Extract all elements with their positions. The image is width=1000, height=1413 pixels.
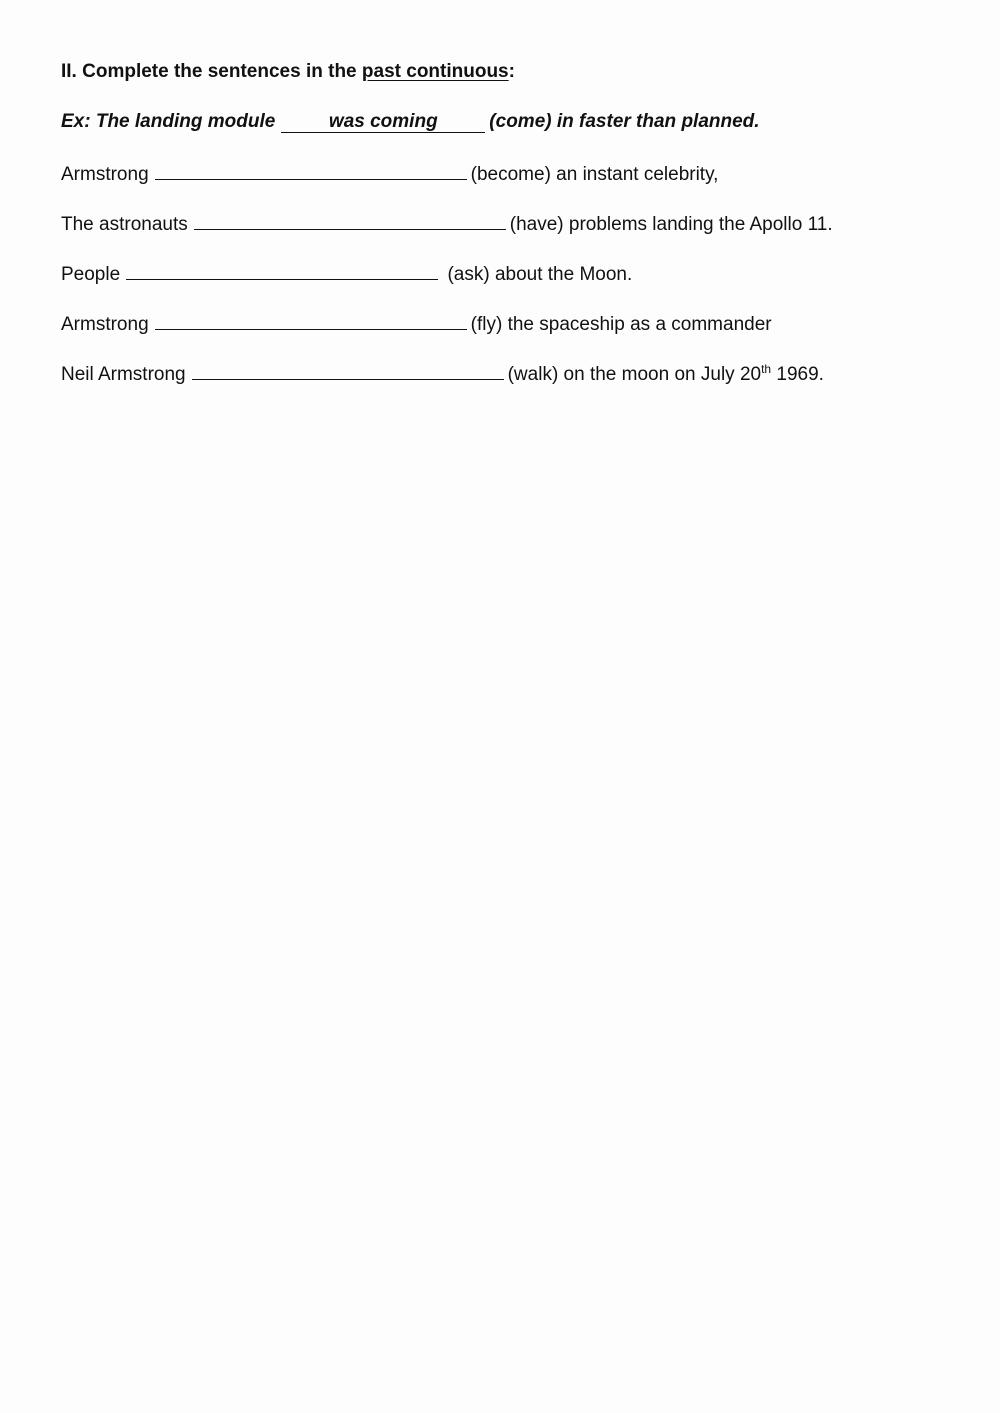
sentence-4-start: Armstrong bbox=[61, 314, 149, 335]
heading-underlined-term: past continuous bbox=[361, 61, 509, 82]
heading-prefix: II. Complete the sentences in the bbox=[61, 61, 362, 82]
sentence-2-start: The astronauts bbox=[61, 214, 188, 235]
sentence-3-rest: (ask) about the Moon. bbox=[442, 264, 633, 285]
sentence-1-start: Armstrong bbox=[61, 164, 149, 185]
sentence-2-rest: (have) problems landing the Apollo 11. bbox=[509, 214, 833, 235]
example-lead: Ex: The landing module bbox=[61, 111, 276, 132]
sentence-5-rest-after-sup: 1969. bbox=[771, 364, 824, 385]
sentence-4-rest: (fly) the spaceship as a commander bbox=[470, 314, 772, 335]
sentence-2-blank[interactable] bbox=[194, 210, 506, 230]
sentence-5-rest-before-sup: (walk) on the moon on July 20 bbox=[507, 364, 762, 385]
sentence-3 bbox=[61, 260, 632, 287]
sentence-4-blank[interactable] bbox=[155, 310, 467, 330]
exercise-heading bbox=[61, 60, 515, 84]
example-answer-blank bbox=[281, 112, 485, 133]
sentence-4 bbox=[61, 310, 772, 337]
sentence-3-start: People bbox=[61, 264, 121, 285]
sentence-3-blank[interactable] bbox=[126, 260, 438, 280]
example-sentence bbox=[61, 110, 760, 134]
heading-suffix: : bbox=[508, 61, 515, 82]
sentence-5-blank[interactable] bbox=[192, 360, 504, 380]
sentence-1-rest: (become) an instant celebrity, bbox=[470, 164, 719, 185]
example-answer: was coming bbox=[328, 111, 438, 132]
sentence-5 bbox=[61, 360, 824, 387]
sentence-5-start: Neil Armstrong bbox=[61, 364, 186, 385]
sentence-1 bbox=[61, 160, 718, 187]
sentence-1-blank[interactable] bbox=[155, 160, 467, 180]
example-rest: (come) in faster than planned. bbox=[489, 111, 760, 132]
sentence-2 bbox=[61, 210, 833, 237]
sentence-5-ordinal-suffix: th bbox=[761, 362, 772, 376]
